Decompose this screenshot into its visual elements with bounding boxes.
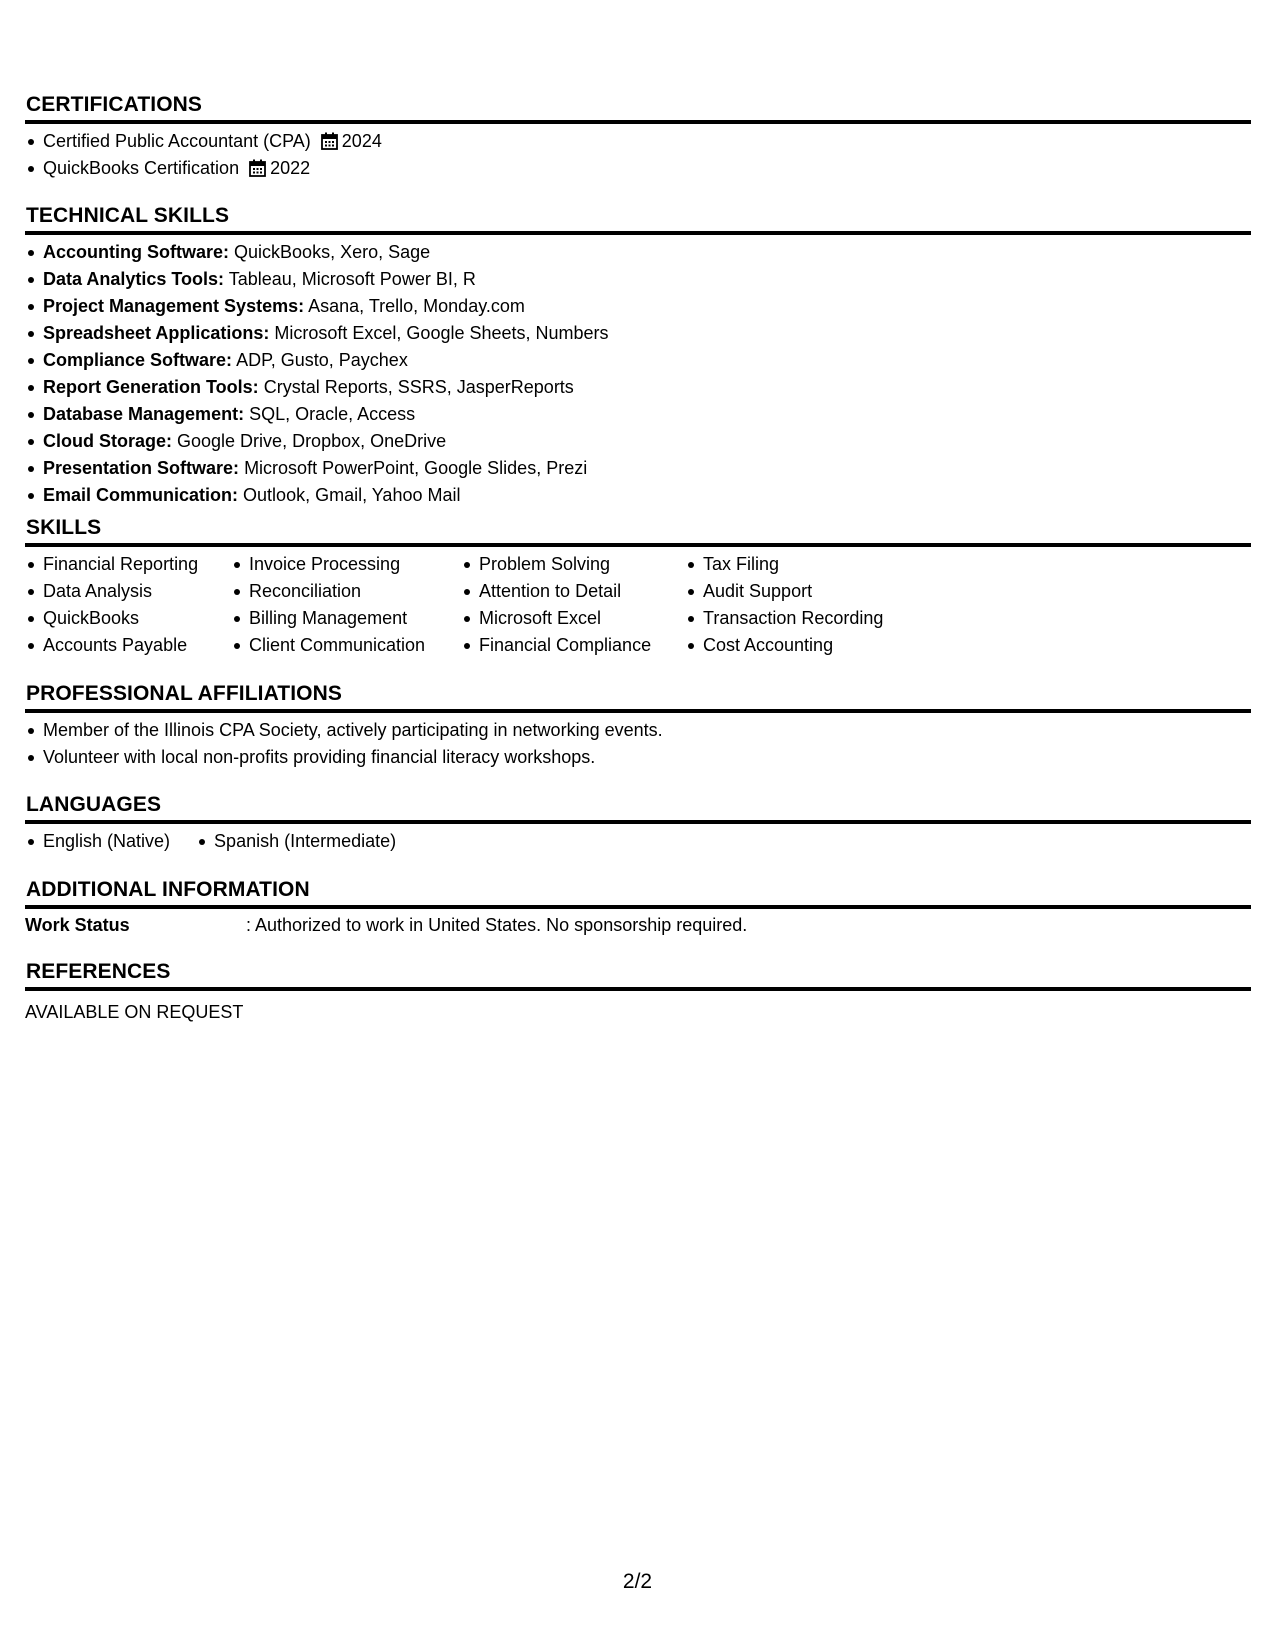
language-item: English (Native) <box>25 828 170 855</box>
certifications-list <box>25 128 1251 182</box>
section-title: LANGUAGES <box>26 793 162 816</box>
work-status-value: : Authorized to work in United States. No sponsorship required. <box>246 915 748 935</box>
skill-tools: Asana, Trello, Monday.com <box>308 296 525 316</box>
technical-skills-list <box>25 239 1251 509</box>
technical-skill-item <box>25 482 1251 509</box>
skills-column <box>461 551 663 659</box>
skill-category: Spreadsheet Applications: <box>43 323 270 343</box>
calendar-icon <box>249 159 266 177</box>
calendar-icon <box>321 132 338 150</box>
skill-item: Attention to Detail <box>461 578 663 605</box>
language-item: Spanish (Intermediate) <box>196 828 396 855</box>
skill-item: Reconciliation <box>231 578 439 605</box>
skill-tools: Microsoft PowerPoint, Google Slides, Prezi <box>244 458 588 478</box>
additional-info-section <box>25 877 1251 939</box>
technical-skill-item <box>25 239 1251 266</box>
work-status-label: Work Status <box>25 915 130 935</box>
certification-item <box>25 128 1251 155</box>
skill-category: Report Generation Tools: <box>43 377 259 397</box>
skill-item: Transaction Recording <box>685 605 895 632</box>
section-divider <box>25 120 1251 124</box>
skill-tools: QuickBooks, Xero, Sage <box>234 242 431 262</box>
work-status-row <box>25 912 1251 939</box>
skills-column <box>231 551 439 659</box>
languages-list <box>25 828 422 855</box>
skill-category: Data Analytics Tools: <box>43 269 225 289</box>
technical-skills-section <box>25 203 1251 509</box>
section-title: SKILLS <box>26 516 102 539</box>
skill-item: Tax Filing <box>685 551 895 578</box>
technical-skill-item <box>25 374 1251 401</box>
section-divider <box>25 231 1251 235</box>
technical-skill-item <box>25 347 1251 374</box>
skill-tools: SQL, Oracle, Access <box>249 404 416 424</box>
certification-item <box>25 155 1251 182</box>
certification-year: 2022 <box>270 158 311 178</box>
skill-item: Billing Management <box>231 605 439 632</box>
skill-category: Compliance Software: <box>43 350 233 370</box>
references-section <box>25 959 1251 1026</box>
section-title: ADDITIONAL INFORMATION <box>26 878 310 901</box>
affiliation-item: Member of the Illinois CPA Society, actively participating in networking events. <box>25 717 1251 744</box>
affiliations-list <box>25 717 1251 771</box>
section-divider <box>25 987 1251 991</box>
skill-tools: Crystal Reports, SSRS, JasperReports <box>263 377 574 397</box>
skills-column <box>25 551 209 659</box>
section-title: TECHNICAL SKILLS <box>26 204 230 227</box>
section-title: CERTIFICATIONS <box>26 93 203 116</box>
skill-item: Invoice Processing <box>231 551 439 578</box>
skill-item: Data Analysis <box>25 578 209 605</box>
skill-category: Database Management: <box>43 404 245 424</box>
skills-columns <box>25 551 1251 659</box>
certification-name: Certified Public Accountant (CPA) <box>43 131 311 151</box>
skill-tools: ADP, Gusto, Paychex <box>236 350 408 370</box>
skill-item: Microsoft Excel <box>461 605 663 632</box>
certification-year: 2024 <box>341 131 382 151</box>
section-divider <box>25 709 1251 713</box>
languages-row <box>25 828 1251 855</box>
skill-tools: Google Drive, Dropbox, OneDrive <box>177 431 447 451</box>
skills-section <box>25 515 1251 659</box>
technical-skill-item <box>25 401 1251 428</box>
references-text: AVAILABLE ON REQUEST <box>25 1002 244 1022</box>
skill-item: QuickBooks <box>25 605 209 632</box>
skill-item: Cost Accounting <box>685 632 895 659</box>
page-number: 2/2 <box>622 1570 653 1593</box>
skill-item: Audit Support <box>685 578 895 605</box>
technical-skill-item <box>25 293 1251 320</box>
skills-column <box>685 551 895 659</box>
languages-section <box>25 792 1251 855</box>
skill-item: Financial Compliance <box>461 632 663 659</box>
section-divider <box>25 905 1251 909</box>
skill-tools: Outlook, Gmail, Yahoo Mail <box>243 485 461 505</box>
skill-item: Problem Solving <box>461 551 663 578</box>
certifications-section <box>25 92 1251 182</box>
certification-name: QuickBooks Certification <box>43 158 240 178</box>
section-title: REFERENCES <box>26 960 171 983</box>
technical-skill-item <box>25 266 1251 293</box>
technical-skill-item <box>25 455 1251 482</box>
skill-category: Cloud Storage: <box>43 431 172 451</box>
technical-skill-item <box>25 320 1251 347</box>
skill-category: Project Management Systems: <box>43 296 305 316</box>
skill-item: Financial Reporting <box>25 551 209 578</box>
technical-skill-item <box>25 428 1251 455</box>
section-divider <box>25 820 1251 824</box>
affiliations-section <box>25 681 1251 771</box>
skill-item: Accounts Payable <box>25 632 209 659</box>
skill-category: Email Communication: <box>43 485 239 505</box>
skill-item: Client Communication <box>231 632 439 659</box>
skill-tools: Tableau, Microsoft Power BI, R <box>228 269 476 289</box>
skill-tools: Microsoft Excel, Google Sheets, Numbers <box>274 323 609 343</box>
skill-category: Presentation Software: <box>43 458 240 478</box>
section-divider <box>25 543 1251 547</box>
section-title: PROFESSIONAL AFFILIATIONS <box>26 682 342 705</box>
skill-category: Accounting Software: <box>43 242 230 262</box>
affiliation-item: Volunteer with local non-profits providing financial literacy workshops. <box>25 744 1251 771</box>
